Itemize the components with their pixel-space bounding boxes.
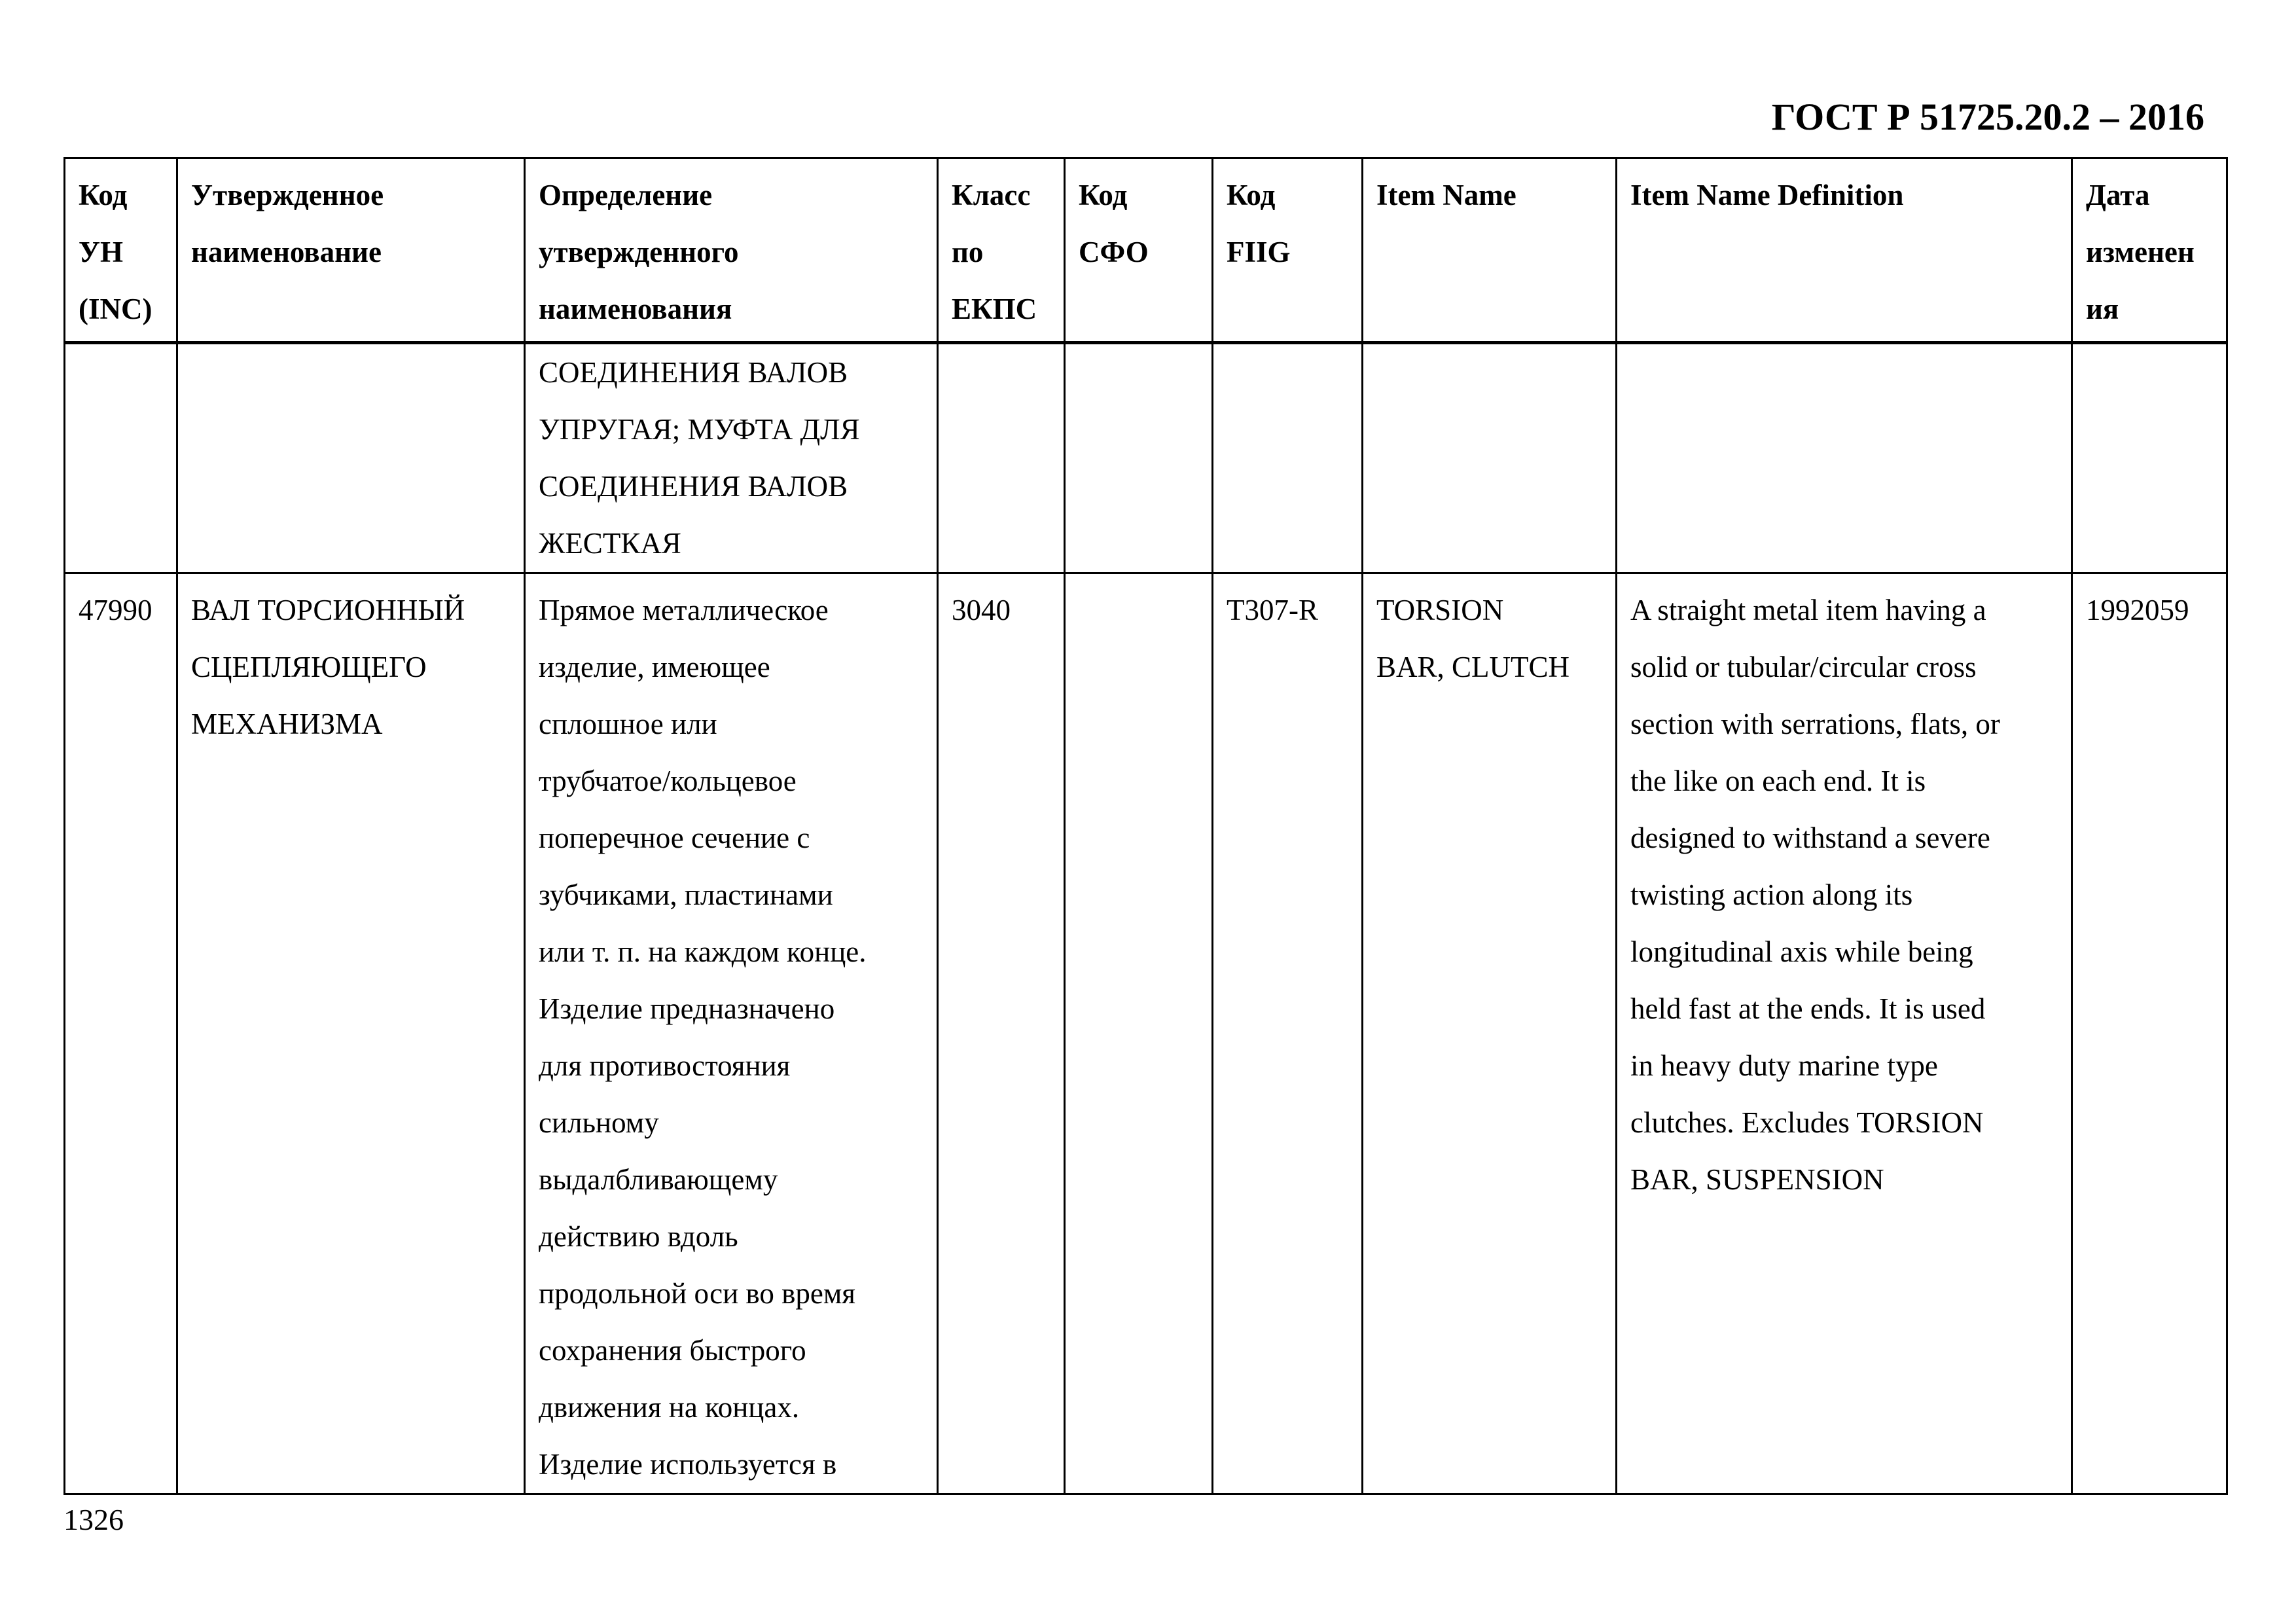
item-name-table <box>63 157 2228 1495</box>
column-header <box>65 158 177 343</box>
table-cell <box>2072 343 2227 573</box>
cell-line: twisting action along its <box>1630 878 1913 911</box>
column-header <box>525 158 938 343</box>
cell-line: поперечное сечение с <box>539 821 810 854</box>
cell-line: longitudinal axis while being <box>1630 935 1973 968</box>
cell-line: движения на концах. <box>539 1391 800 1424</box>
table-cell <box>65 343 177 573</box>
document-title: ГОСТ Р 51725.20.2 – 2016 <box>1771 96 2204 138</box>
table-cell <box>1617 573 2072 1494</box>
cell-line: solid or tubular/circular cross <box>1630 651 1977 683</box>
cell-line: трубчатое/кольцевое <box>539 765 797 797</box>
cell-line: Изделие предназначено <box>539 992 835 1025</box>
cell-line: Прямое металлическое <box>539 594 829 626</box>
cell-line: СОЕДИНЕНИЯ ВАЛОВ <box>539 356 848 389</box>
cell-line: сильному <box>539 1106 659 1139</box>
column-header <box>1065 158 1213 343</box>
cell-line: продольной оси во время <box>539 1277 855 1310</box>
cell-line: 1992059 <box>2086 594 2189 626</box>
table-cell <box>525 573 938 1494</box>
cell-line: Код <box>79 179 128 211</box>
table-cell <box>1617 343 2072 573</box>
cell-line: Item Name Definition <box>1630 179 1904 211</box>
table-cell <box>938 573 1065 1494</box>
page-number: 1326 <box>63 1503 124 1536</box>
table-cell <box>1363 343 1617 573</box>
cell-line: СФО <box>1079 236 1149 268</box>
cell-line: TORSION <box>1376 594 1504 626</box>
cell-line: СОЕДИНЕНИЯ ВАЛОВ <box>539 470 848 503</box>
column-header <box>1617 158 2072 343</box>
table-cell <box>938 343 1065 573</box>
cell-line: Класс <box>952 179 1031 211</box>
cell-line: 47990 <box>79 594 152 626</box>
column-header <box>177 158 525 343</box>
cell-line: Код <box>1227 179 1276 211</box>
cell-line: изменен <box>2086 236 2195 268</box>
cell-line: Утвержденное <box>191 179 384 211</box>
cell-line: или т. п. на каждом конце. <box>539 935 867 968</box>
cell-line: зубчиками, пластинами <box>539 878 833 911</box>
cell-line: наименование <box>191 236 382 268</box>
cell-line: Item Name <box>1376 179 1516 211</box>
table-cell <box>1065 343 1213 573</box>
cell-line: clutches. Excludes TORSION <box>1630 1106 1984 1139</box>
cell-line: held fast at the ends. It is used <box>1630 992 1986 1025</box>
table-cell <box>1065 573 1213 1494</box>
table-cell <box>1213 573 1363 1494</box>
cell-line: наименования <box>539 293 732 325</box>
column-header <box>2072 158 2227 343</box>
table-header-row <box>65 158 2227 343</box>
table-cell <box>177 573 525 1494</box>
cell-line: T307-R <box>1227 594 1318 626</box>
table-row <box>65 573 2227 1494</box>
table-row <box>65 343 2227 573</box>
cell-line: A straight metal item having a <box>1630 594 1986 626</box>
table-cell <box>1213 343 1363 573</box>
column-header <box>1213 158 1363 343</box>
cell-line: (INC) <box>79 293 152 325</box>
cell-line: ЖЕСТКАЯ <box>539 527 681 560</box>
cell-line: in heavy duty marine type <box>1630 1049 1938 1082</box>
cell-line: сплошное или <box>539 708 717 740</box>
table-cell <box>1363 573 1617 1494</box>
cell-line: 3040 <box>952 594 1011 626</box>
column-header <box>938 158 1065 343</box>
cell-line: FIIG <box>1227 236 1291 268</box>
cell-line: BAR, CLUTCH <box>1376 651 1570 683</box>
table-cell <box>525 343 938 573</box>
cell-line: section with serrations, flats, or <box>1630 708 2000 740</box>
cell-line: the like on each end. It is <box>1630 765 1926 797</box>
cell-line: ЕКПС <box>952 293 1037 325</box>
table-cell <box>65 573 177 1494</box>
cell-line: сохранения быстрого <box>539 1334 806 1367</box>
cell-line: designed to withstand a severe <box>1630 821 1990 854</box>
cell-line: ия <box>2086 293 2119 325</box>
cell-line: изделие, имеющее <box>539 651 770 683</box>
column-header <box>1363 158 1617 343</box>
cell-line: ВАЛ ТОРСИОННЫЙ <box>191 594 465 626</box>
table-cell <box>177 343 525 573</box>
cell-line: действию вдоль <box>539 1220 738 1253</box>
cell-line: BAR, SUSPENSION <box>1630 1163 1884 1196</box>
cell-line: СЦЕПЛЯЮЩЕГО <box>191 651 427 683</box>
table-cell <box>2072 573 2227 1494</box>
cell-line: Изделие используется в <box>539 1448 837 1481</box>
cell-line: Дата <box>2086 179 2150 211</box>
cell-line: Код <box>1079 179 1128 211</box>
cell-line: выдалбливающему <box>539 1163 778 1196</box>
cell-line: Определение <box>539 179 713 211</box>
cell-line: МЕХАНИЗМА <box>191 708 383 740</box>
cell-line: для противостояния <box>539 1049 791 1082</box>
cell-line: УН <box>79 236 124 268</box>
cell-line: утвержденного <box>539 236 739 268</box>
cell-line: УПРУГАЯ; МУФТА ДЛЯ <box>539 413 860 446</box>
cell-line: по <box>952 236 984 268</box>
